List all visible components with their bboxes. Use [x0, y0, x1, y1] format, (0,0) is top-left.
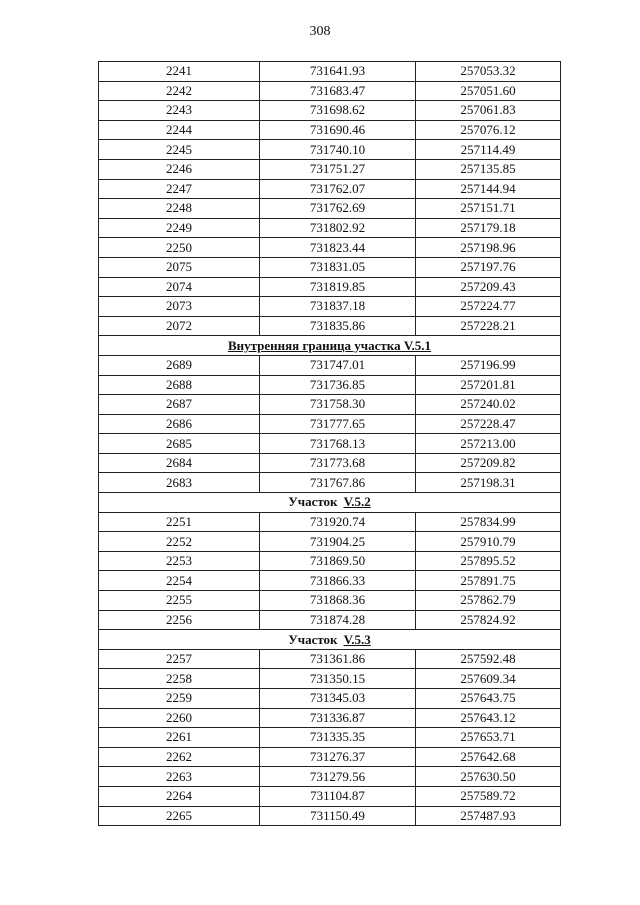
x-coordinate-cell: 731150.49	[260, 806, 416, 826]
section-header	[99, 336, 561, 356]
y-coordinate-cell: 257592.48	[416, 649, 561, 669]
x-coordinate-cell: 731768.13	[260, 434, 416, 454]
point-number-cell: 2249	[99, 218, 260, 238]
point-number-cell: 2252	[99, 532, 260, 552]
y-coordinate-cell: 257201.81	[416, 375, 561, 395]
x-coordinate-cell: 731762.07	[260, 179, 416, 199]
point-number-cell: 2688	[99, 375, 260, 395]
point-number-cell: 2075	[99, 257, 260, 277]
y-coordinate-cell: 257895.52	[416, 551, 561, 571]
x-coordinate-cell: 731767.86	[260, 473, 416, 493]
x-coordinate-cell: 731698.62	[260, 101, 416, 121]
point-number-cell: 2685	[99, 434, 260, 454]
x-coordinate-cell: 731104.87	[260, 786, 416, 806]
coordinates-table	[98, 61, 561, 826]
section-label: V.5.2	[343, 494, 371, 510]
x-coordinate-cell: 731823.44	[260, 238, 416, 258]
point-number-cell: 2262	[99, 747, 260, 767]
y-coordinate-cell: 257209.82	[416, 453, 561, 473]
section-header-row	[99, 336, 561, 356]
point-number-cell: 2263	[99, 767, 260, 787]
point-number-cell: 2254	[99, 571, 260, 591]
x-coordinate-cell: 731777.65	[260, 414, 416, 434]
point-number-cell: 2259	[99, 689, 260, 709]
point-number-cell: 2683	[99, 473, 260, 493]
table-row	[99, 591, 561, 611]
x-coordinate-cell: 731819.85	[260, 277, 416, 297]
x-coordinate-cell: 731773.68	[260, 453, 416, 473]
point-number-cell: 2264	[99, 786, 260, 806]
x-coordinate-cell: 731690.46	[260, 120, 416, 140]
x-coordinate-cell: 731641.93	[260, 62, 416, 82]
table-row	[99, 238, 561, 258]
table-row	[99, 297, 561, 317]
point-number-cell: 2258	[99, 669, 260, 689]
x-coordinate-cell: 731361.86	[260, 649, 416, 669]
y-coordinate-cell: 257642.68	[416, 747, 561, 767]
x-coordinate-cell: 731335.35	[260, 728, 416, 748]
table-row	[99, 218, 561, 238]
x-coordinate-cell: 731904.25	[260, 532, 416, 552]
y-coordinate-cell: 257630.50	[416, 767, 561, 787]
y-coordinate-cell: 257151.71	[416, 199, 561, 219]
point-number-cell: 2687	[99, 395, 260, 415]
point-number-cell: 2689	[99, 355, 260, 375]
table-row	[99, 767, 561, 787]
table-row	[99, 551, 561, 571]
table-row	[99, 62, 561, 82]
y-coordinate-cell: 257213.00	[416, 434, 561, 454]
y-coordinate-cell: 257240.02	[416, 395, 561, 415]
point-number-cell: 2256	[99, 610, 260, 630]
point-number-cell: 2074	[99, 277, 260, 297]
point-number-cell: 2248	[99, 199, 260, 219]
point-number-cell: 2245	[99, 140, 260, 160]
y-coordinate-cell: 257228.21	[416, 316, 561, 336]
y-coordinate-cell: 257061.83	[416, 101, 561, 121]
point-number-cell: 2251	[99, 512, 260, 532]
page-number: 308	[309, 24, 331, 39]
table-row	[99, 571, 561, 591]
y-coordinate-cell: 257144.94	[416, 179, 561, 199]
y-coordinate-cell: 257198.31	[416, 473, 561, 493]
y-coordinate-cell: 257824.92	[416, 610, 561, 630]
x-coordinate-cell: 731802.92	[260, 218, 416, 238]
table-row	[99, 159, 561, 179]
section-header-row	[99, 493, 561, 513]
section-header-row	[99, 630, 561, 650]
y-coordinate-cell: 257076.12	[416, 120, 561, 140]
x-coordinate-cell: 731868.36	[260, 591, 416, 611]
y-coordinate-cell: 257114.49	[416, 140, 561, 160]
section-prefix: Участок	[288, 494, 338, 510]
section-label: Внутренняя граница участка V.5.1	[227, 337, 432, 353]
x-coordinate-cell: 731736.85	[260, 375, 416, 395]
y-coordinate-cell: 257053.32	[416, 62, 561, 82]
x-coordinate-cell: 731279.56	[260, 767, 416, 787]
y-coordinate-cell: 257224.77	[416, 297, 561, 317]
point-number-cell: 2686	[99, 414, 260, 434]
section-header	[99, 493, 561, 513]
y-coordinate-cell: 257589.72	[416, 786, 561, 806]
section-label: V.5.3	[343, 631, 371, 647]
table-row	[99, 786, 561, 806]
x-coordinate-cell: 731762.69	[260, 199, 416, 219]
point-number-cell: 2243	[99, 101, 260, 121]
table-row	[99, 81, 561, 101]
x-coordinate-cell: 731336.87	[260, 708, 416, 728]
table-row	[99, 689, 561, 709]
y-coordinate-cell: 257196.99	[416, 355, 561, 375]
point-number-cell: 2250	[99, 238, 260, 258]
table-row	[99, 512, 561, 532]
table-row	[99, 179, 561, 199]
x-coordinate-cell: 731758.30	[260, 395, 416, 415]
section-prefix: Участок	[288, 631, 338, 647]
point-number-cell: 2255	[99, 591, 260, 611]
point-number-cell: 2242	[99, 81, 260, 101]
point-number-cell: 2265	[99, 806, 260, 826]
point-number-cell: 2246	[99, 159, 260, 179]
table-row	[99, 747, 561, 767]
table-row	[99, 473, 561, 493]
table-row	[99, 434, 561, 454]
x-coordinate-cell: 731683.47	[260, 81, 416, 101]
x-coordinate-cell: 731350.15	[260, 669, 416, 689]
table-row	[99, 101, 561, 121]
x-coordinate-cell: 731751.27	[260, 159, 416, 179]
table-row	[99, 375, 561, 395]
y-coordinate-cell: 257834.99	[416, 512, 561, 532]
table-row	[99, 806, 561, 826]
y-coordinate-cell: 257135.85	[416, 159, 561, 179]
y-coordinate-cell: 257609.34	[416, 669, 561, 689]
table-row	[99, 199, 561, 219]
table-row	[99, 453, 561, 473]
point-number-cell: 2684	[99, 453, 260, 473]
x-coordinate-cell: 731837.18	[260, 297, 416, 317]
point-number-cell: 2073	[99, 297, 260, 317]
table-row	[99, 395, 561, 415]
y-coordinate-cell: 257487.93	[416, 806, 561, 826]
point-number-cell: 2261	[99, 728, 260, 748]
point-number-cell: 2247	[99, 179, 260, 199]
section-header	[99, 630, 561, 650]
y-coordinate-cell: 257910.79	[416, 532, 561, 552]
y-coordinate-cell: 257228.47	[416, 414, 561, 434]
y-coordinate-cell: 257179.18	[416, 218, 561, 238]
coordinates-table-body	[99, 62, 561, 826]
table-row	[99, 532, 561, 552]
x-coordinate-cell: 731869.50	[260, 551, 416, 571]
x-coordinate-cell: 731345.03	[260, 689, 416, 709]
table-row	[99, 140, 561, 160]
table-row	[99, 669, 561, 689]
point-number-cell: 2253	[99, 551, 260, 571]
x-coordinate-cell: 731747.01	[260, 355, 416, 375]
y-coordinate-cell: 257862.79	[416, 591, 561, 611]
table-row	[99, 649, 561, 669]
table-row	[99, 728, 561, 748]
table-row	[99, 120, 561, 140]
x-coordinate-cell: 731866.33	[260, 571, 416, 591]
y-coordinate-cell: 257051.60	[416, 81, 561, 101]
point-number-cell: 2260	[99, 708, 260, 728]
x-coordinate-cell: 731835.86	[260, 316, 416, 336]
x-coordinate-cell: 731920.74	[260, 512, 416, 532]
y-coordinate-cell: 257891.75	[416, 571, 561, 591]
table-row	[99, 257, 561, 277]
point-number-cell: 2257	[99, 649, 260, 669]
table-row	[99, 708, 561, 728]
y-coordinate-cell: 257197.76	[416, 257, 561, 277]
y-coordinate-cell: 257198.96	[416, 238, 561, 258]
x-coordinate-cell: 731740.10	[260, 140, 416, 160]
y-coordinate-cell: 257209.43	[416, 277, 561, 297]
table-row	[99, 610, 561, 630]
x-coordinate-cell: 731874.28	[260, 610, 416, 630]
table-row	[99, 355, 561, 375]
x-coordinate-cell: 731276.37	[260, 747, 416, 767]
y-coordinate-cell: 257653.71	[416, 728, 561, 748]
table-row	[99, 316, 561, 336]
point-number-cell: 2072	[99, 316, 260, 336]
table-row	[99, 414, 561, 434]
table-row	[99, 277, 561, 297]
point-number-cell: 2241	[99, 62, 260, 82]
y-coordinate-cell: 257643.12	[416, 708, 561, 728]
y-coordinate-cell: 257643.75	[416, 689, 561, 709]
point-number-cell: 2244	[99, 120, 260, 140]
x-coordinate-cell: 731831.05	[260, 257, 416, 277]
